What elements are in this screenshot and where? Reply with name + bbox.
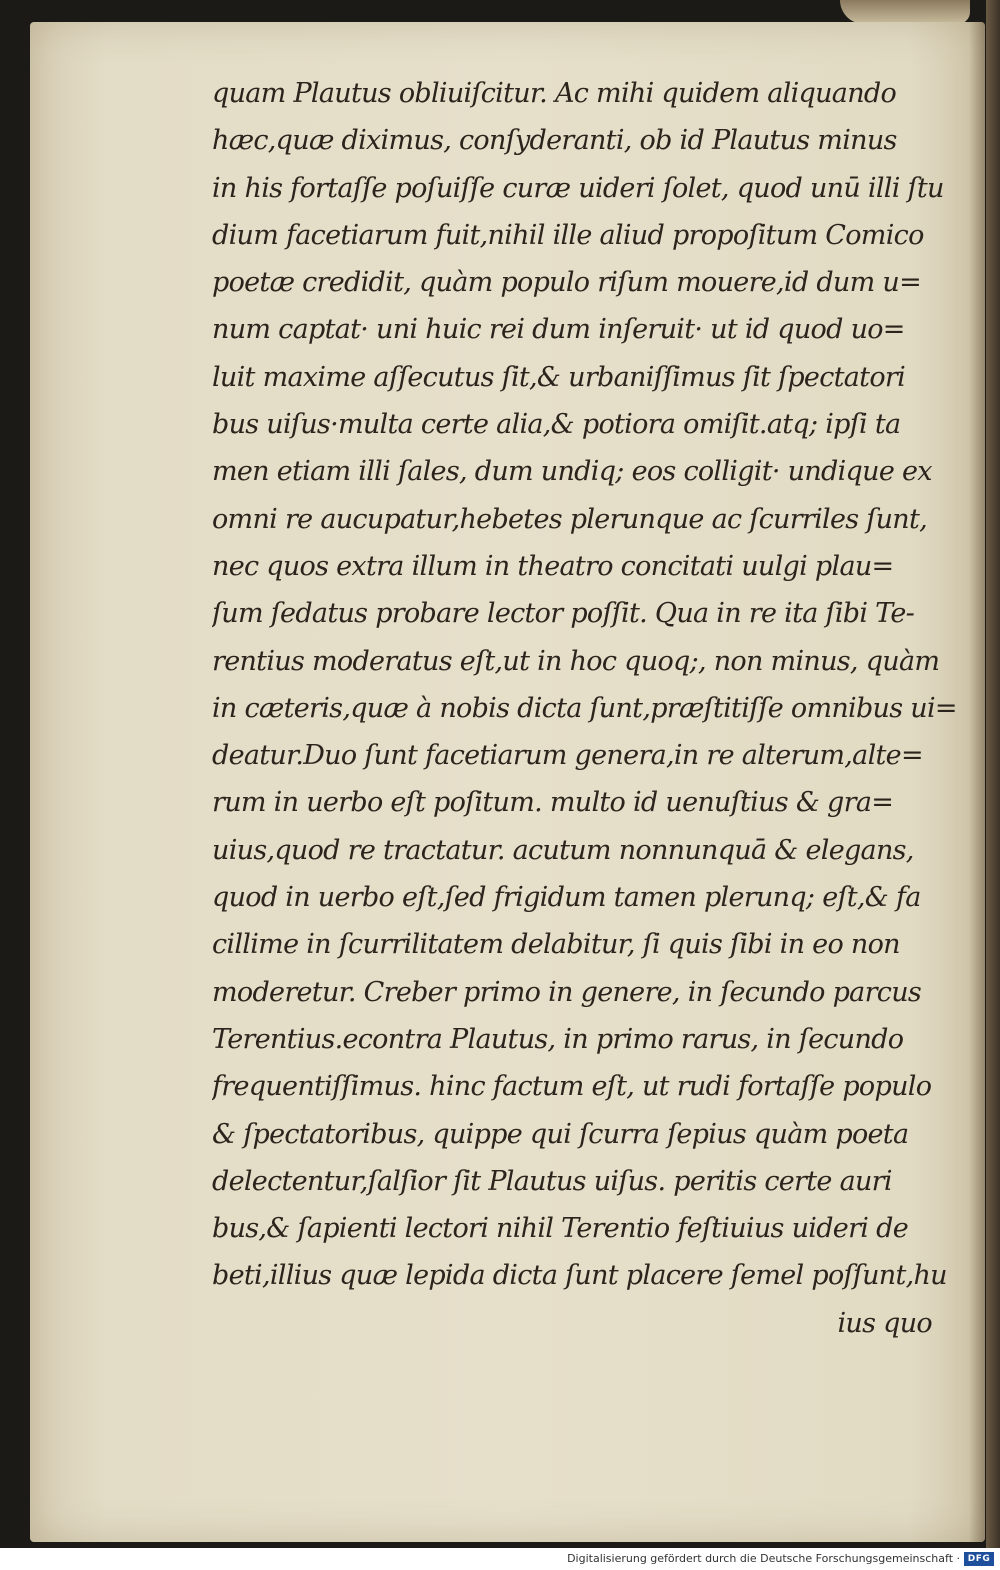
text-line: delectentur,ſalſior ſit Plautus uiſus. peritis certe auri — [212, 1165, 892, 1197]
text-line: dium facetiarum fuit,nihil ille aliud propoſitum Comico — [212, 219, 924, 251]
text-line: moderetur. Creber primo in genere, in ſecundo parcus — [212, 976, 922, 1008]
book-binding-edge — [986, 0, 1000, 1548]
text-line: frequentiſſimus. hinc factum eſt, ut rudi fortaſſe populo — [212, 1071, 932, 1103]
text-line: ius quo — [837, 1307, 932, 1339]
text-line: ſum ſedatus probare lector poſſit. Qua in re ita ſibi Te- — [212, 598, 915, 630]
text-line: uius,quod re tractatur. acutum nonnunquā & elegans, — [212, 834, 914, 866]
text-line: luit maxime aſſecutus ſit,& urbaniſſimus ſit ſpectatori — [212, 361, 906, 393]
text-line: num captat· uni huic rei dum inſeruit· ut id quod uo= — [212, 314, 905, 346]
page-shadow — [969, 22, 985, 1542]
text-line: quam Plautus obliuiſcitur. Ac mihi quidem aliquando — [212, 78, 897, 109]
text-line: rentius moderatus eſt,ut in hoc quoq;, non minus, quàm — [212, 645, 940, 677]
text-line: hæc,quæ diximus, conſyderanti, ob id Plautus minus — [212, 125, 897, 157]
text-line: men etiam illi ſales, dum undiq; eos colligit· undique ex — [212, 456, 932, 488]
text-line: deatur.Duo ſunt facetiarum genera,in re alterum,alte= — [212, 740, 923, 772]
text-line: bus uiſus·multa certe alia,& potiora omiſit.atq; ipſi ta — [212, 409, 901, 441]
text-line: poetæ credidit, quàm populo riſum mouere,id dum u= — [212, 267, 922, 299]
text-line: beti,illius quæ lepida dicta ſunt placere ſemel poſſunt,hu — [212, 1260, 947, 1292]
text-line: Terentius.econtra Plautus, in primo rarus, in ſecundo — [212, 1023, 904, 1055]
text-line: cillime in ſcurrilitatem delabitur, ſi quis ſibi in eo non — [212, 929, 900, 961]
text-line: nec quos extra illum in theatro concitati uulgi plau= — [212, 550, 894, 582]
dfg-logo: DFG — [964, 1552, 994, 1566]
text-line: in cæteris,quæ à nobis dicta ſunt,præſtitiſſe omnibus ui= — [212, 692, 957, 724]
funding-credit: Digitalisierung gefördert durch die Deutsche Forschungsgemeinschaft · — [567, 1552, 960, 1565]
text-line: & ſpectatoribus, quippe qui ſcurra ſepius quàm poeta — [212, 1118, 909, 1150]
text-line: omni re aucupatur,hebetes plerunque ac ſcurriles ſunt, — [212, 503, 927, 535]
page-text — [212, 70, 957, 1347]
text-line: quod in uerbo eſt,ſed frigidum tamen plerunq; eſt,& fa — [212, 882, 921, 914]
text-line: rum in uerbo eſt poſitum. multo id uenuſtius & gra= — [212, 787, 894, 819]
page-curl — [840, 0, 970, 24]
text-line: in his fortaſſe poſuiſſe curæ uideri ſolet, quod unū illi ſtu — [212, 172, 944, 204]
text-line: bus,& ſapienti lectori nihil Terentio feſtiuius uideri de — [212, 1213, 908, 1245]
footer-bar — [0, 1548, 1000, 1570]
